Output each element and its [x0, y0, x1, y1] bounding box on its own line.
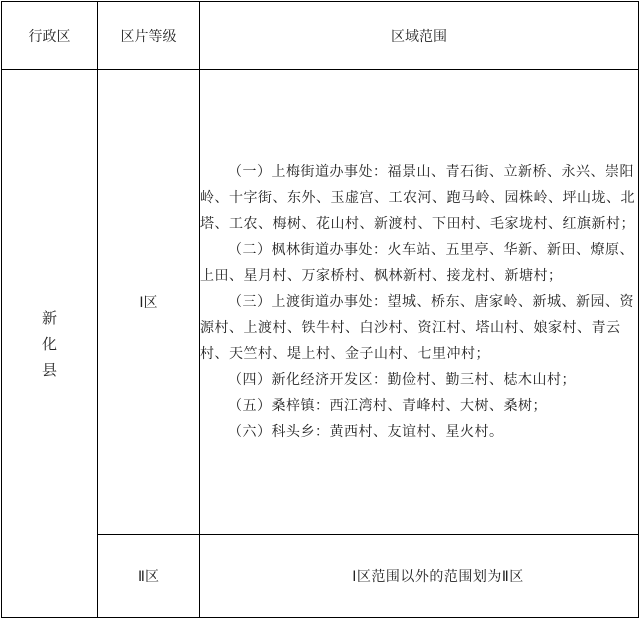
scope-list	[200, 159, 638, 445]
scope-item: （三）上渡街道办事处：望城、桥东、唐家岭、新城、新园、资源村、上渡村、铁牛村、白沙村、资江村、塔山村、娘家村、青云村、天竺村、堤上村、金子山村、七里冲村；	[200, 294, 634, 362]
zone-level: Ⅱ区	[138, 569, 159, 585]
scope-item: （五）桑梓镇：西江湾村、青峰村、大树、桑树；	[228, 398, 547, 414]
zone-scope-cell	[200, 535, 639, 618]
zone-row-1	[2, 70, 639, 535]
zone-row-2	[2, 535, 639, 618]
county-char: 化	[41, 334, 57, 353]
county-char: 县	[41, 360, 57, 379]
zone-level-cell	[98, 70, 200, 535]
county-char: 新	[41, 308, 57, 327]
scope-item: （二）枫林街道办事处：火车站、五里亭、华新、新田、燎原、上田、星月村、万家桥村、枫林新村、接龙村、新塘村；	[200, 242, 634, 284]
header-district: 行政区	[2, 2, 98, 70]
zone-scope-text: Ⅰ区范围以外的范围划为Ⅱ区	[352, 569, 524, 585]
zone-level-cell	[98, 535, 200, 618]
header-row	[2, 2, 639, 70]
scope-item: （一）上梅街道办事处：福景山、青石街、立新桥、永兴、崇阳岭、十字街、东外、玉虚宫、工农河、跑马岭、园株岭、坪山垅、北塔、工农、梅树、花山村、新渡村、下田村、毛家垅村、红旗新村；	[200, 164, 635, 232]
county-cell	[2, 70, 98, 618]
zone-table	[1, 1, 639, 618]
scope-item: （四）新化经济开发区：勤俭村、勤三村、梽木山村；	[228, 372, 576, 388]
header-zone-scope: 区域范围	[200, 2, 639, 70]
zone-level: Ⅰ区	[139, 295, 158, 311]
header-zone-level: 区片等级	[98, 2, 200, 70]
scope-item: （六）科头乡：黄西村、友谊村、星火村。	[228, 424, 504, 440]
zone-scope-cell	[200, 70, 639, 535]
county-name	[42, 305, 57, 383]
